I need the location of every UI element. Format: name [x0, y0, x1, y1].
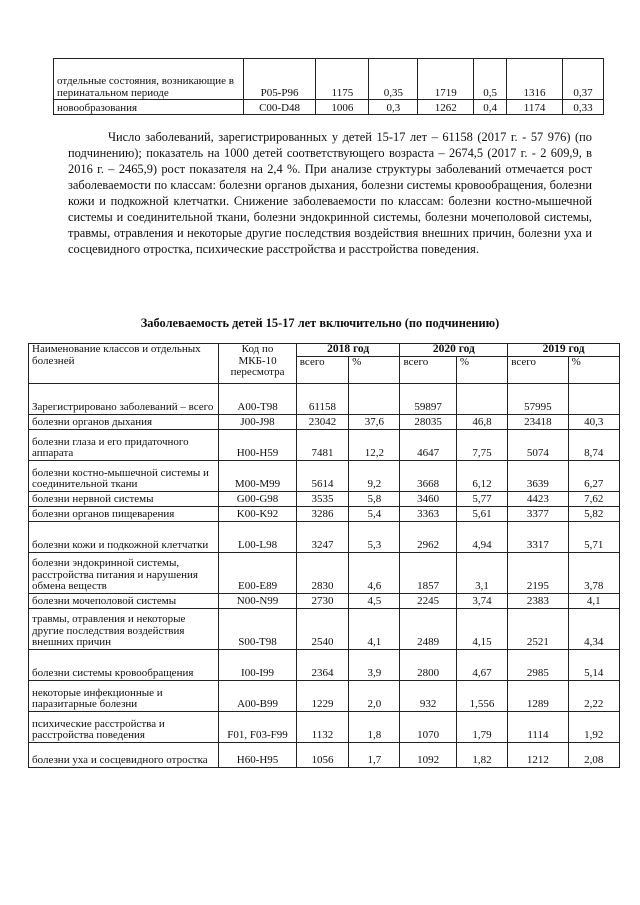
header-year: 2020 год: [400, 344, 508, 357]
header-percent: %: [568, 356, 619, 383]
total-cell: 2383: [508, 593, 568, 608]
total-cell: 3377: [508, 506, 568, 521]
table-row: [29, 414, 620, 429]
total-cell: 3286: [296, 506, 348, 521]
table-title: Заболеваемость детей 15-17 лет включительно (по подчинению): [140, 316, 500, 330]
analysis-paragraph: Число заболеваний, зарегистрированных у детей 15-17 лет – 61158 (2017 г. - 57 976) (по подчинению); показатель на 1000 детей соответствующего возраста – 2674,5 (2017 г. - 2 609,9, в 2016 г. – 2465,9) рост показателя на 2,4 %. При анализе структуры заболеваний отмечается рост заболеваемости по классам: болезни органов дыхания, болезни системы кровообращения, болезни кожи и подкожной клетчатки. Снижение заболеваемости по классам: болезни костно-мышечной системы и соединительной ткани, болезни эндокринной системы, болезни мочеполовой системы, травмы, отравления и некоторые другие последствия воздействия внешних причин, болезни уха и сосцевидного отростка, психические расстройства и расстройства поведения.: [68, 130, 592, 256]
header-percent: %: [456, 356, 507, 383]
table-row: [29, 460, 620, 491]
icd-code: H00-H59: [219, 429, 297, 460]
icd-code: I00-I99: [219, 649, 297, 680]
icd-code: M00-M99: [219, 460, 297, 491]
table-row: [29, 593, 620, 608]
icd-code: L00-L98: [219, 521, 297, 552]
total-cell: 2521: [508, 608, 568, 649]
total-cell: 1857: [400, 552, 456, 593]
disease-name: болезни кожи и подкожной клетчатки: [29, 521, 219, 552]
total-cell: 2730: [296, 593, 348, 608]
icd-code: C00-D48: [243, 100, 316, 115]
percent-cell: 5,3: [349, 521, 400, 552]
total-cell: 23418: [508, 414, 568, 429]
total-cell: 932: [400, 680, 456, 711]
percent-cell: 5,61: [456, 506, 507, 521]
total-cell: 2800: [400, 649, 456, 680]
percent-cell: 1,8: [349, 711, 400, 742]
total-cell: 1114: [508, 711, 568, 742]
total-cell: 4423: [508, 491, 568, 506]
percent-cell: 4,5: [349, 593, 400, 608]
total-cell: 3639: [508, 460, 568, 491]
table-row: [29, 649, 620, 680]
total-cell: 1289: [508, 680, 568, 711]
percent-cell: 1,92: [568, 711, 619, 742]
icd-code: G00-G98: [219, 491, 297, 506]
percent-cell: 2,0: [349, 680, 400, 711]
total-cell: 4647: [400, 429, 456, 460]
total-cell: 2489: [400, 608, 456, 649]
icd-code: H60-H95: [219, 742, 297, 767]
total-cell: 5614: [296, 460, 348, 491]
top-table-fragment: [53, 58, 604, 115]
disease-name: болезни глаза и его придаточного аппарата: [29, 429, 219, 460]
total-cell: 2245: [400, 593, 456, 608]
header-year: 2019 год: [508, 344, 620, 357]
icd-code: J00-J98: [219, 414, 297, 429]
percent-cell: 5,14: [568, 649, 619, 680]
percent-cell: 37,6: [349, 414, 400, 429]
value-cell: 1175: [316, 59, 369, 100]
percent-cell: 3,1: [456, 552, 507, 593]
value-cell: 0,3: [369, 100, 418, 115]
total-cell: 23042: [296, 414, 348, 429]
total-cell: 3535: [296, 491, 348, 506]
percent-cell: 7,75: [456, 429, 507, 460]
table-row: [54, 59, 604, 100]
value-cell: 1174: [507, 100, 563, 115]
table-row: [29, 506, 620, 521]
percent-cell: 1,556: [456, 680, 507, 711]
value-cell: 0,4: [474, 100, 507, 115]
disease-name: болезни костно-мышечной системы и соединительной ткани: [29, 460, 219, 491]
total-cell: 28035: [400, 414, 456, 429]
disease-name: Зарегистрировано заболеваний – всего: [29, 383, 219, 414]
percent-cell: 40,3: [568, 414, 619, 429]
disease-name: болезни органов пищеварения: [29, 506, 219, 521]
percent-cell: 5,8: [349, 491, 400, 506]
table-row: [29, 521, 620, 552]
header-total: всего: [400, 356, 456, 383]
total-cell: 57995: [508, 383, 568, 414]
percent-cell: 6,12: [456, 460, 507, 491]
total-cell: 2540: [296, 608, 348, 649]
total-cell: 1132: [296, 711, 348, 742]
percent-cell: 4,94: [456, 521, 507, 552]
percent-cell: 1,82: [456, 742, 507, 767]
table-row: [29, 680, 620, 711]
header-total: всего: [508, 356, 568, 383]
table-row: [29, 552, 620, 593]
header-row: [29, 344, 620, 357]
icd-code: N00-N99: [219, 593, 297, 608]
total-cell: 1056: [296, 742, 348, 767]
percent-cell: 7,62: [568, 491, 619, 506]
value-cell: 1006: [316, 100, 369, 115]
total-cell: 5074: [508, 429, 568, 460]
total-cell: 2962: [400, 521, 456, 552]
icd-code: F01, F03-F99: [219, 711, 297, 742]
header-total: всего: [296, 356, 348, 383]
total-cell: 3363: [400, 506, 456, 521]
icd-code: A00-B99: [219, 680, 297, 711]
disease-name: травмы, отравления и некоторые другие последствия воздействия внешних причин: [29, 608, 219, 649]
percent-cell: 9,2: [349, 460, 400, 491]
percent-cell: 5,71: [568, 521, 619, 552]
percent-cell: [568, 383, 619, 414]
disease-name: болезни уха и сосцевидного отростка: [29, 742, 219, 767]
header-percent: %: [349, 356, 400, 383]
total-cell: 1092: [400, 742, 456, 767]
value-cell: 0,35: [369, 59, 418, 100]
morbidity-table: [28, 343, 620, 768]
percent-cell: 2,08: [568, 742, 619, 767]
percent-cell: 4,67: [456, 649, 507, 680]
total-cell: 3317: [508, 521, 568, 552]
percent-cell: 4,1: [568, 593, 619, 608]
percent-cell: [456, 383, 507, 414]
disease-name: некоторые инфекционные и паразитарные болезни: [29, 680, 219, 711]
icd-code: A00-T98: [219, 383, 297, 414]
disease-name: отдельные состояния, возникающие в перинатальном периоде: [54, 59, 244, 100]
percent-cell: 4,34: [568, 608, 619, 649]
total-cell: 1070: [400, 711, 456, 742]
table-row: [29, 608, 620, 649]
table-row: [29, 429, 620, 460]
disease-name: болезни мочеполовой системы: [29, 593, 219, 608]
table-row: [29, 742, 620, 767]
icd-code: E00-E89: [219, 552, 297, 593]
percent-cell: 3,9: [349, 649, 400, 680]
table-row: [29, 711, 620, 742]
total-cell: 1229: [296, 680, 348, 711]
value-cell: 1262: [418, 100, 474, 115]
header-name: Наименование классов и отдельных болезней: [29, 344, 219, 384]
icd-code: K00-K92: [219, 506, 297, 521]
percent-cell: 1,7: [349, 742, 400, 767]
disease-name: болезни системы кровообращения: [29, 649, 219, 680]
icd-code: S00-T98: [219, 608, 297, 649]
percent-cell: 4,1: [349, 608, 400, 649]
percent-cell: 3,74: [456, 593, 507, 608]
value-cell: 1316: [507, 59, 563, 100]
percent-cell: 12,2: [349, 429, 400, 460]
total-cell: 3247: [296, 521, 348, 552]
percent-cell: 5,77: [456, 491, 507, 506]
percent-cell: 2,22: [568, 680, 619, 711]
value-cell: 1719: [418, 59, 474, 100]
total-cell: 61158: [296, 383, 348, 414]
total-cell: 59897: [400, 383, 456, 414]
total-cell: 2985: [508, 649, 568, 680]
percent-cell: 6,27: [568, 460, 619, 491]
total-cell: 2830: [296, 552, 348, 593]
table-row: [54, 100, 604, 115]
table-row: [29, 491, 620, 506]
total-cell: 2195: [508, 552, 568, 593]
total-cell: 1212: [508, 742, 568, 767]
percent-cell: [349, 383, 400, 414]
value-cell: 0,33: [563, 100, 604, 115]
percent-cell: 5,82: [568, 506, 619, 521]
table-row: [29, 383, 620, 414]
percent-cell: 4,6: [349, 552, 400, 593]
disease-name: психические расстройства и расстройства поведения: [29, 711, 219, 742]
icd-code: P05-P96: [243, 59, 316, 100]
disease-name: новообразования: [54, 100, 244, 115]
percent-cell: 3,78: [568, 552, 619, 593]
total-cell: 7481: [296, 429, 348, 460]
percent-cell: 1,79: [456, 711, 507, 742]
total-cell: 3460: [400, 491, 456, 506]
total-cell: 3668: [400, 460, 456, 491]
disease-name: болезни органов дыхания: [29, 414, 219, 429]
value-cell: 0,5: [474, 59, 507, 100]
percent-cell: 4,15: [456, 608, 507, 649]
percent-cell: 46,8: [456, 414, 507, 429]
total-cell: 2364: [296, 649, 348, 680]
value-cell: 0,37: [563, 59, 604, 100]
disease-name: болезни эндокринной системы, расстройства питания и нарушения обмена веществ: [29, 552, 219, 593]
disease-name: болезни нервной системы: [29, 491, 219, 506]
percent-cell: 8,74: [568, 429, 619, 460]
header-code: Код по МКБ-10 пересмотра: [219, 344, 297, 384]
header-year: 2018 год: [296, 344, 400, 357]
percent-cell: 5,4: [349, 506, 400, 521]
